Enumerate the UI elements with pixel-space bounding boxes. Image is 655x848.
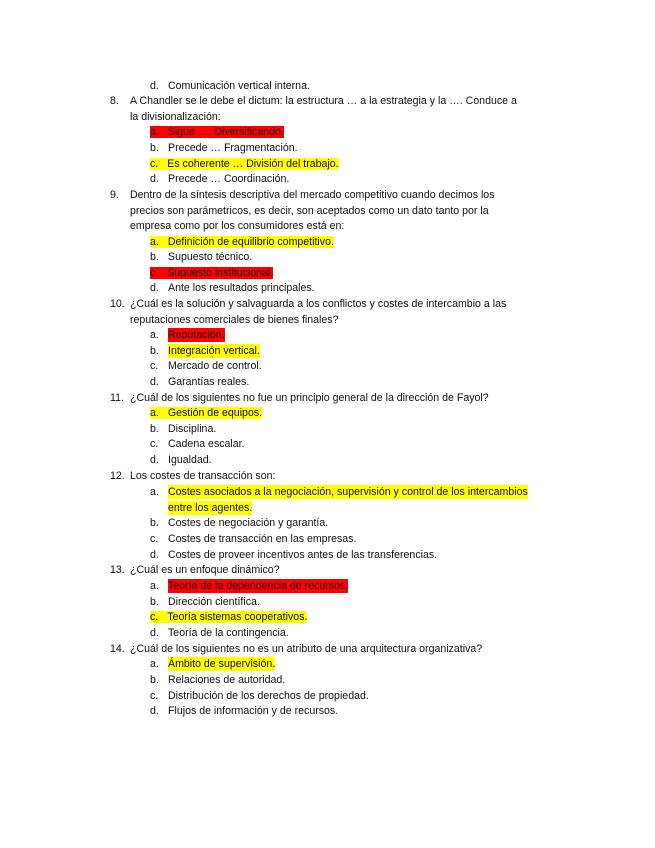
question-text: ¿Cuál es la solución y salvaguarda a los conflictos y costes de intercambio a las <box>130 298 507 310</box>
option-text: Costes de negociación y garantía. <box>168 517 329 529</box>
question-number: 12. <box>110 470 125 482</box>
question-text: ¿Cuál de los siguientes no es un atributo de una arquitectura organizativa? <box>130 643 483 655</box>
question-text: ¿Cuál de los siguientes no fue un principio general de la dirección de Fayol? <box>130 392 489 404</box>
option-letter: a. <box>150 329 159 341</box>
option-highlight <box>150 407 262 419</box>
option-letter: a. <box>150 658 159 670</box>
q11-stem-line1 <box>110 391 489 406</box>
option-text-continued: entre los agentes. <box>168 502 253 514</box>
question-text: A Chandler se le debe el dictum: la estructura … a la estrategia y la …. Conduce a <box>130 95 517 107</box>
q9-stem-line1 <box>110 188 495 203</box>
question-text: Dentro de la síntesis descriptiva del mercado competitivo cuando decimos los <box>130 189 495 201</box>
q11-option-a <box>150 406 262 421</box>
option-text: Sigue …. Diversificando. <box>167 126 284 138</box>
q11-option-b <box>150 422 216 437</box>
option-letter: d. <box>150 282 159 294</box>
q12-option-c <box>150 532 356 547</box>
option-letter: d. <box>150 376 159 388</box>
option-letter: b. <box>150 142 159 154</box>
q14-option-c <box>150 689 369 704</box>
q13-option-b <box>150 595 260 610</box>
q9-stem-line2: precios son parámetricos, es decir, son aceptados como un dato tanto por la <box>130 205 489 217</box>
q14-option-d <box>150 704 338 719</box>
q13-stem-line1 <box>110 563 280 578</box>
q14-option-b <box>150 673 285 688</box>
option-text: Cadena escalar. <box>168 438 245 450</box>
q9-option-c <box>150 266 273 281</box>
option-text: Definición de equilibrio competitivo. <box>167 236 334 248</box>
q10-option-d <box>150 375 249 390</box>
option-text: Garantías reales. <box>168 376 250 388</box>
option-letter: c. <box>150 158 159 170</box>
option-letter: d. <box>150 549 159 561</box>
q8-stem-line1 <box>110 94 517 109</box>
q10-option-a <box>150 328 225 343</box>
option-letter: a. <box>150 236 159 248</box>
q10-stem-line2: reputaciones comerciales de bienes finales? <box>130 314 339 326</box>
q10-option-c <box>150 359 262 374</box>
q12-option-a-cont <box>168 501 252 516</box>
option-letter: d. <box>150 173 159 185</box>
q12-stem-line1 <box>110 469 275 484</box>
option-text: Flujos de información y de recursos. <box>168 705 339 717</box>
option-letter: a. <box>150 126 159 138</box>
option-highlight <box>150 236 334 248</box>
q13-option-d <box>150 626 289 641</box>
option-text: Igualdad. <box>168 454 212 466</box>
option-text: Teoría de la dependencia de recursos. <box>168 580 349 592</box>
option-text: Precede … Coordinación. <box>168 173 290 185</box>
question-number: 10. <box>110 298 125 310</box>
option-text: Relaciones de autoridad. <box>168 674 286 686</box>
option-letter: d. <box>150 627 159 639</box>
option-text: Distribución de los derechos de propiedad. <box>168 690 369 702</box>
q12-option-a <box>150 485 528 500</box>
option-text: Supuesto técnico. <box>168 251 253 263</box>
q11-option-d <box>150 453 212 468</box>
option-letter: c. <box>150 690 159 702</box>
q8-option-b <box>150 141 298 156</box>
q10-option-b <box>150 344 260 359</box>
question-number: 9. <box>110 189 119 201</box>
option-text: Reputación. <box>168 329 225 341</box>
option-text: Teoría sistemas cooperativos. <box>167 611 308 623</box>
q11-option-c <box>150 437 245 452</box>
question-number: 13. <box>110 564 125 576</box>
option-text: Gestión de equipos. <box>167 407 263 419</box>
q7-option-d <box>150 79 310 94</box>
option-text: Precede … Fragmentación. <box>168 142 298 154</box>
option-letter: b. <box>150 251 159 263</box>
question-number: 14. <box>110 643 125 655</box>
option-text: Dirección científica. <box>168 596 260 608</box>
q14-option-a <box>150 657 275 672</box>
question-number: 8. <box>110 95 119 107</box>
q10-stem-line1 <box>110 297 506 312</box>
q14-stem-line1 <box>110 642 482 657</box>
option-text: Disciplina. <box>168 423 217 435</box>
option-text: Es coherente … División del trabajo. <box>167 158 339 170</box>
option-text: Integración vertical. <box>168 345 260 357</box>
option-letter: b. <box>150 423 159 435</box>
option-letter: b. <box>150 674 159 686</box>
option-text: Mercado de control. <box>168 360 262 372</box>
option-highlight <box>150 267 273 279</box>
q12-option-b <box>150 516 328 531</box>
option-text: Costes de transacción en las empresas. <box>168 533 357 545</box>
option-text: Teoría de la contingencia. <box>168 627 289 639</box>
option-letter: b. <box>150 596 159 608</box>
option-text: Costes de proveer incentivos antes de las transferencias. <box>168 549 438 561</box>
q8-option-a <box>150 125 284 140</box>
option-letter: d. <box>150 80 159 92</box>
option-text: Comunicación vertical interna. <box>168 80 310 92</box>
option-letter: a. <box>150 486 159 498</box>
question-number: 11. <box>110 392 124 404</box>
option-text: Supuesto institucional. <box>167 267 274 279</box>
question-text: Los costes de transacción son: <box>130 470 276 482</box>
q9-stem-line3: empresa como por los consumidores está en: <box>130 220 345 232</box>
option-highlight <box>150 126 284 138</box>
option-letter: c. <box>150 438 159 450</box>
q13-option-a <box>150 579 348 594</box>
q8-option-c <box>150 157 339 172</box>
option-letter: c. <box>150 611 159 623</box>
option-letter: d. <box>150 454 159 466</box>
option-text: Ante los resultados principales. <box>168 282 315 294</box>
q12-option-d <box>150 548 437 563</box>
option-letter: c. <box>150 533 159 545</box>
option-letter: c. <box>150 360 159 372</box>
option-highlight <box>150 158 339 170</box>
q9-option-d <box>150 281 315 296</box>
option-letter: b. <box>150 517 159 529</box>
option-letter: d. <box>150 705 159 717</box>
q8-option-d <box>150 172 289 187</box>
option-text: Ámbito de supervisión. <box>168 658 276 670</box>
q13-option-c <box>150 610 307 625</box>
q9-option-a <box>150 235 334 250</box>
option-letter: c. <box>150 267 159 279</box>
question-text: ¿Cuál es un enfoque dinámico? <box>130 564 280 576</box>
q9-option-b <box>150 250 252 265</box>
option-highlight <box>150 611 307 623</box>
option-letter: b. <box>150 345 159 357</box>
option-text: Costes asociados a la negociación, supervisión y control de los intercambios <box>168 486 528 498</box>
option-letter: a. <box>150 407 159 419</box>
q8-stem-line2: la divisionalización: <box>130 111 221 123</box>
option-letter: a. <box>150 580 159 592</box>
